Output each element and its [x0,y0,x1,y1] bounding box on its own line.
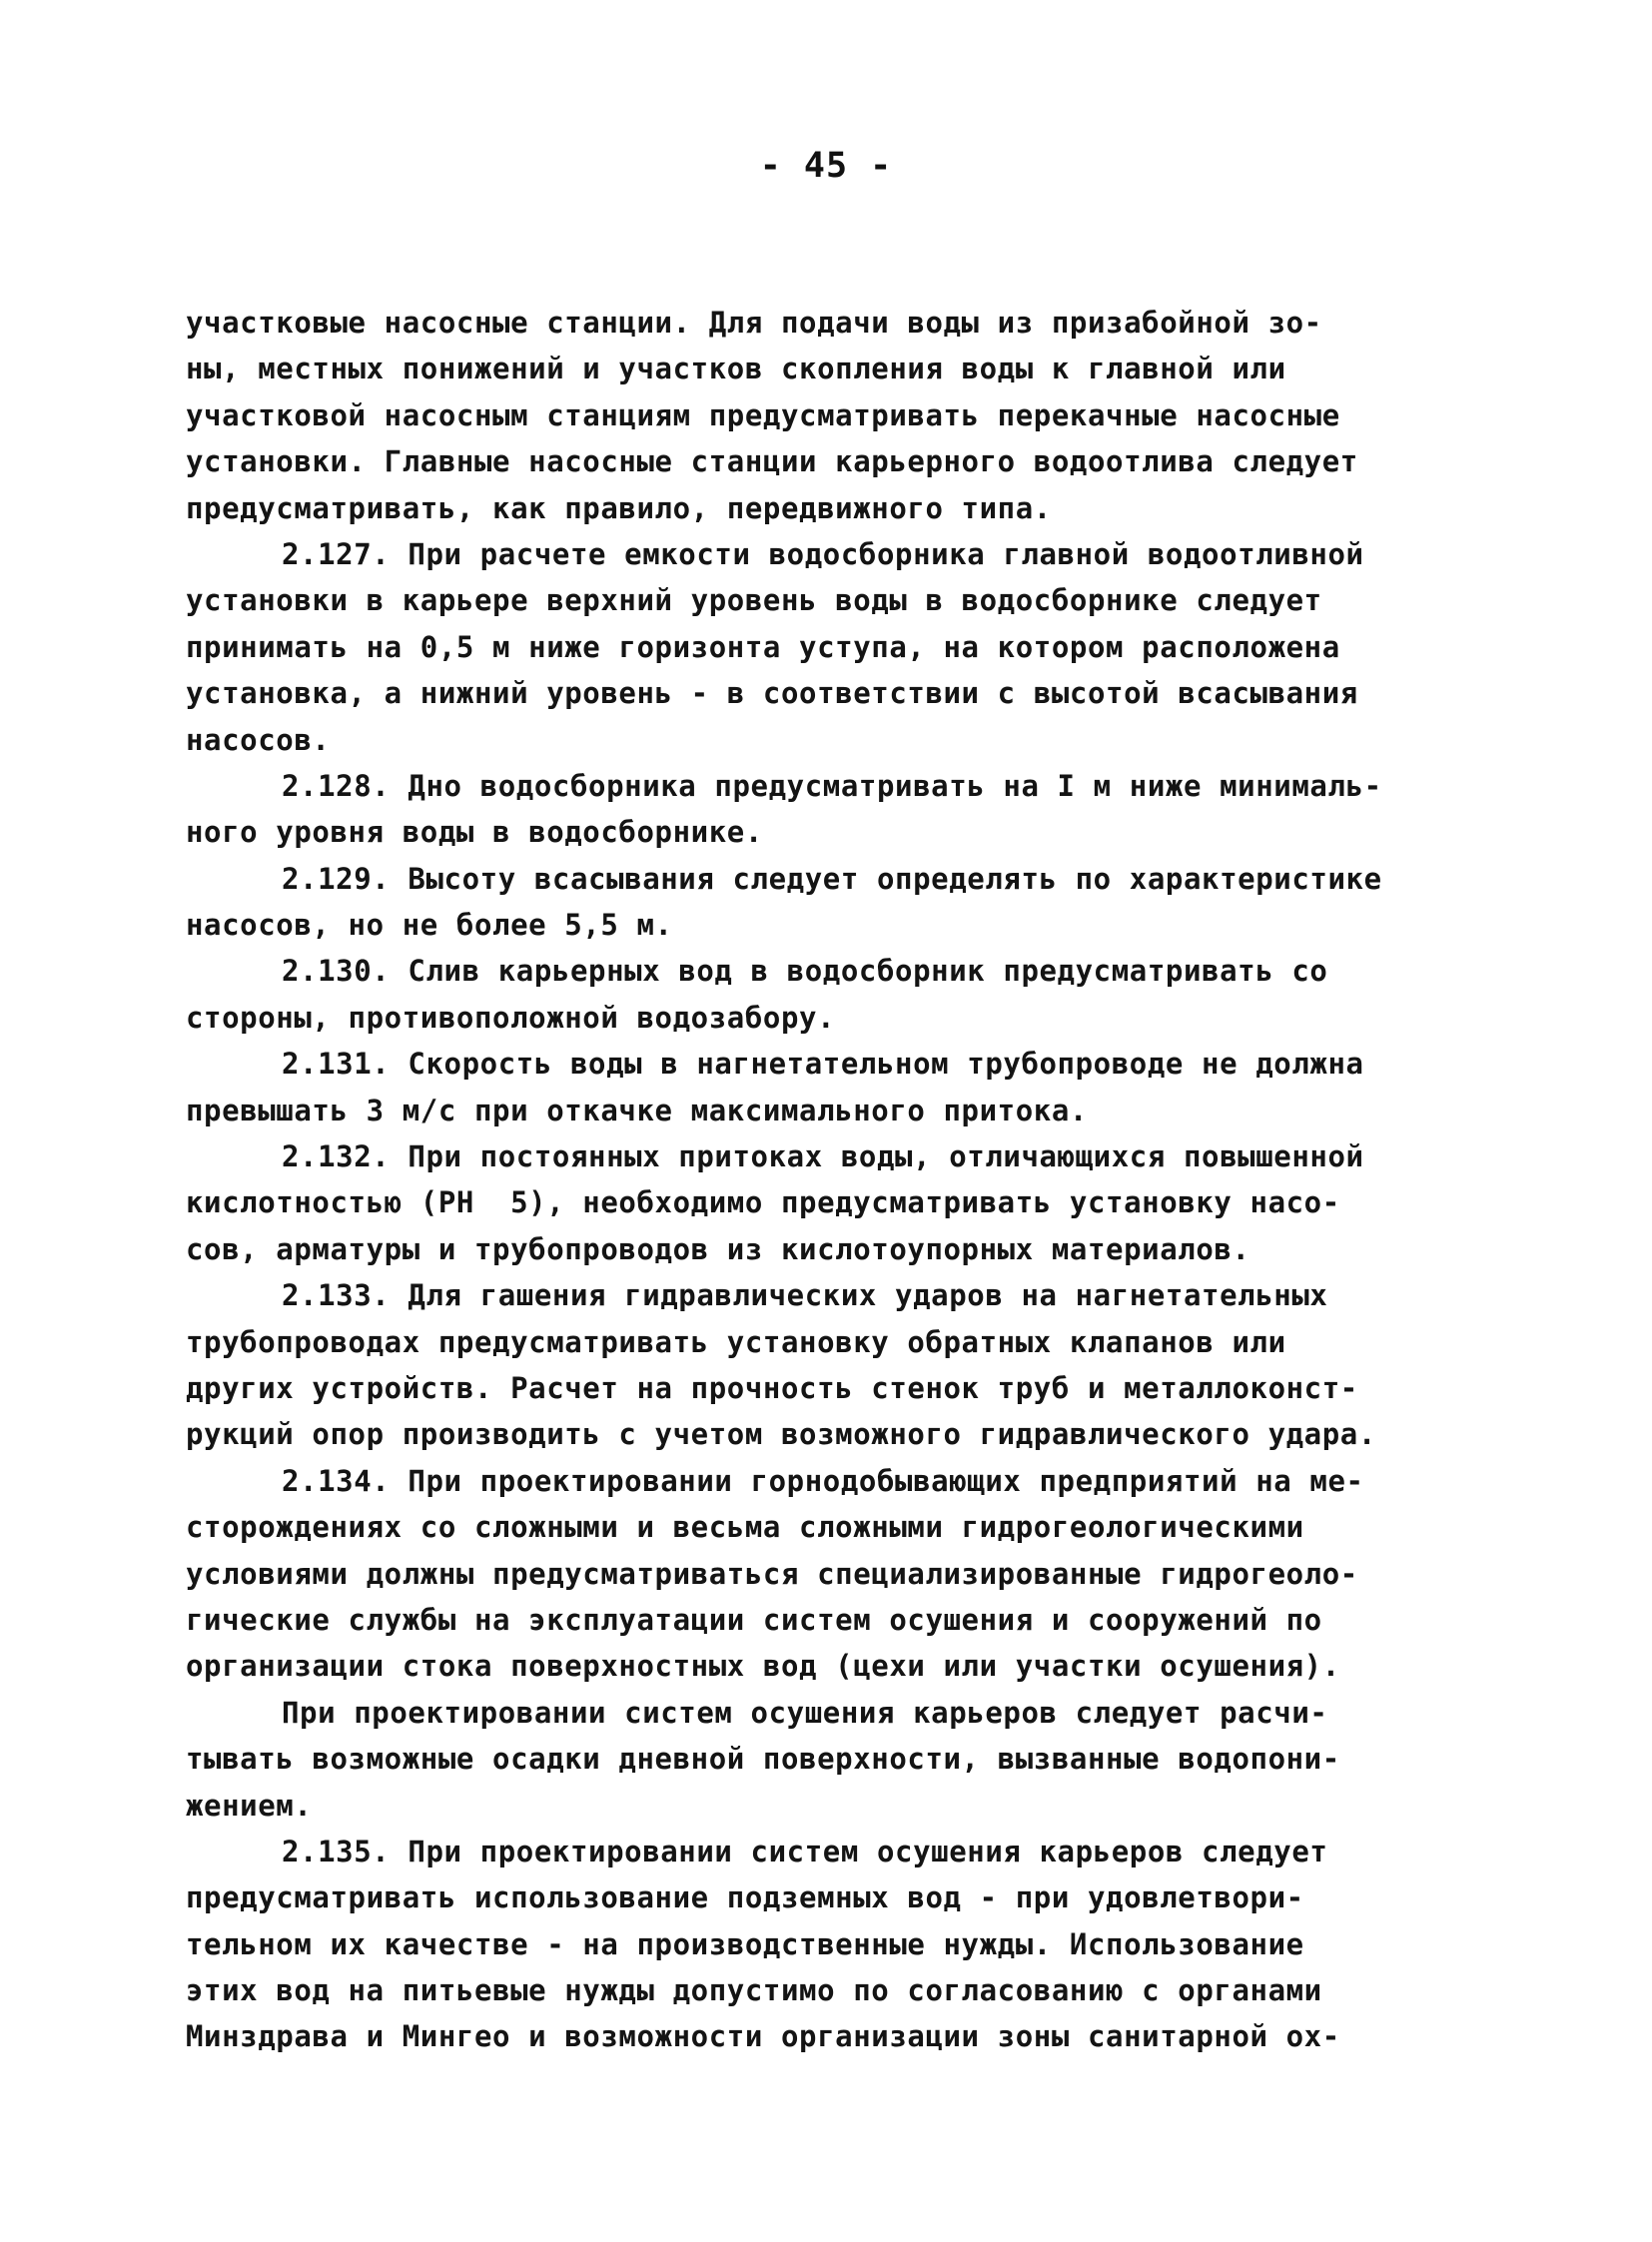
text-line: этих вод на питьевые нужды допустимо по согласованию с органами [186,1973,1322,2008]
text-line: организации стока поверхностных вод (цехи или участки осушения). [186,1649,1340,1684]
paragraph-2-133-start: 2.133. Для гашения гидравлических ударов на нагнетательных [282,1278,1328,1313]
text-line: ны, местных понижений и участков скопления воды к главной или [186,352,1286,386]
text-line: других устройств. Расчет на прочность стенок труб и металлоконст- [186,1370,1358,1405]
text-line: предусматривать использование подземных вод - при удовлетвори- [186,1880,1304,1915]
paragraph-2-135-start: 2.135. При проектировании систем осушения карьеров следует [282,1834,1328,1868]
text-line: установки в карьере верхний уровень воды в водосборнике следует [186,583,1322,618]
text-line: кислотностью (PH 5), необходимо предусматривать установку насо- [186,1185,1340,1220]
paragraph-2-131-start: 2.131. Скорость воды в нагнетательном трубопроводе не должна [282,1047,1364,1082]
text-line: трубопроводах предусматривать установку обратных клапанов или [186,1324,1286,1359]
text-line: участковые насосные станции. Для подачи воды из призабойной зо- [186,306,1322,340]
text-line: предусматривать, как правило, передвижного типа. [186,490,1052,525]
text-line: установки. Главные насосные станции карьерного водоотлива следует [186,444,1358,479]
text-line: тывать возможные осадки дневной поверхности, вызванные водопони- [186,1742,1340,1777]
text-line: рукций опор производить с учетом возможного гидравлического удара. [186,1417,1376,1452]
page-number: - 45 - [759,146,893,186]
text-line: жением. [186,1788,313,1823]
paragraph-2-132-start: 2.132. При постоянных притоках воды, отличающихся повышенной [282,1139,1364,1174]
text-line: гические службы на эксплуатации систем осушения и сооружений по [186,1602,1322,1637]
text-line: тельном их качестве - на производственные нужды. Использование [186,1926,1304,1961]
text-line: условиями должны предусматриваться специализированные гидрогеоло- [186,1556,1358,1591]
paragraph-2-130-start: 2.130. Слив карьерных вод в водосборник предусматривать со [282,954,1328,989]
text-line: принимать на 0,5 м ниже горизонта уступа, на котором расположена [186,629,1340,664]
text-line: участковой насосным станциям предусматривать перекачные насосные [186,397,1340,432]
text-line: сов, арматуры и трубопроводов из кислотоупорных материалов. [186,1231,1250,1266]
paragraph-2-129-start: 2.129. Высоту всасывания следует определять по характеристике [282,861,1382,896]
text-line: ного уровня воды в водосборнике. [186,815,763,850]
text-line: сторождениях со сложными и весьма сложными гидрогеологическими [186,1510,1304,1545]
text-line: насосов, но не более 5,5 м. [186,908,673,943]
text-line: превышать 3 м/с при откачке максимального притока. [186,1093,1088,1127]
paragraph-2-134-start: 2.134. При проектировании горнодобывающих предприятий на ме- [282,1463,1364,1498]
text-line: установка, а нижний уровень - в соответствии с высотой всасывания [186,676,1358,711]
paragraph-2-128-start: 2.128. Дно водосборника предусматривать на I м ниже минималь- [282,768,1382,803]
text-line: стороны, противоположной водозабору. [186,1000,836,1035]
paragraph-2-127-start: 2.127. При расчете емкости водосборника главной водоотливной [282,536,1364,571]
text-line: насосов. [186,722,331,757]
paragraph-drying-start: При проектировании систем осушения карьеров следует расчи- [282,1695,1328,1730]
text-line: Минздрава и Мингео и возможности организации зоны санитарной ох- [186,2019,1340,2054]
body-text [186,300,1484,2060]
